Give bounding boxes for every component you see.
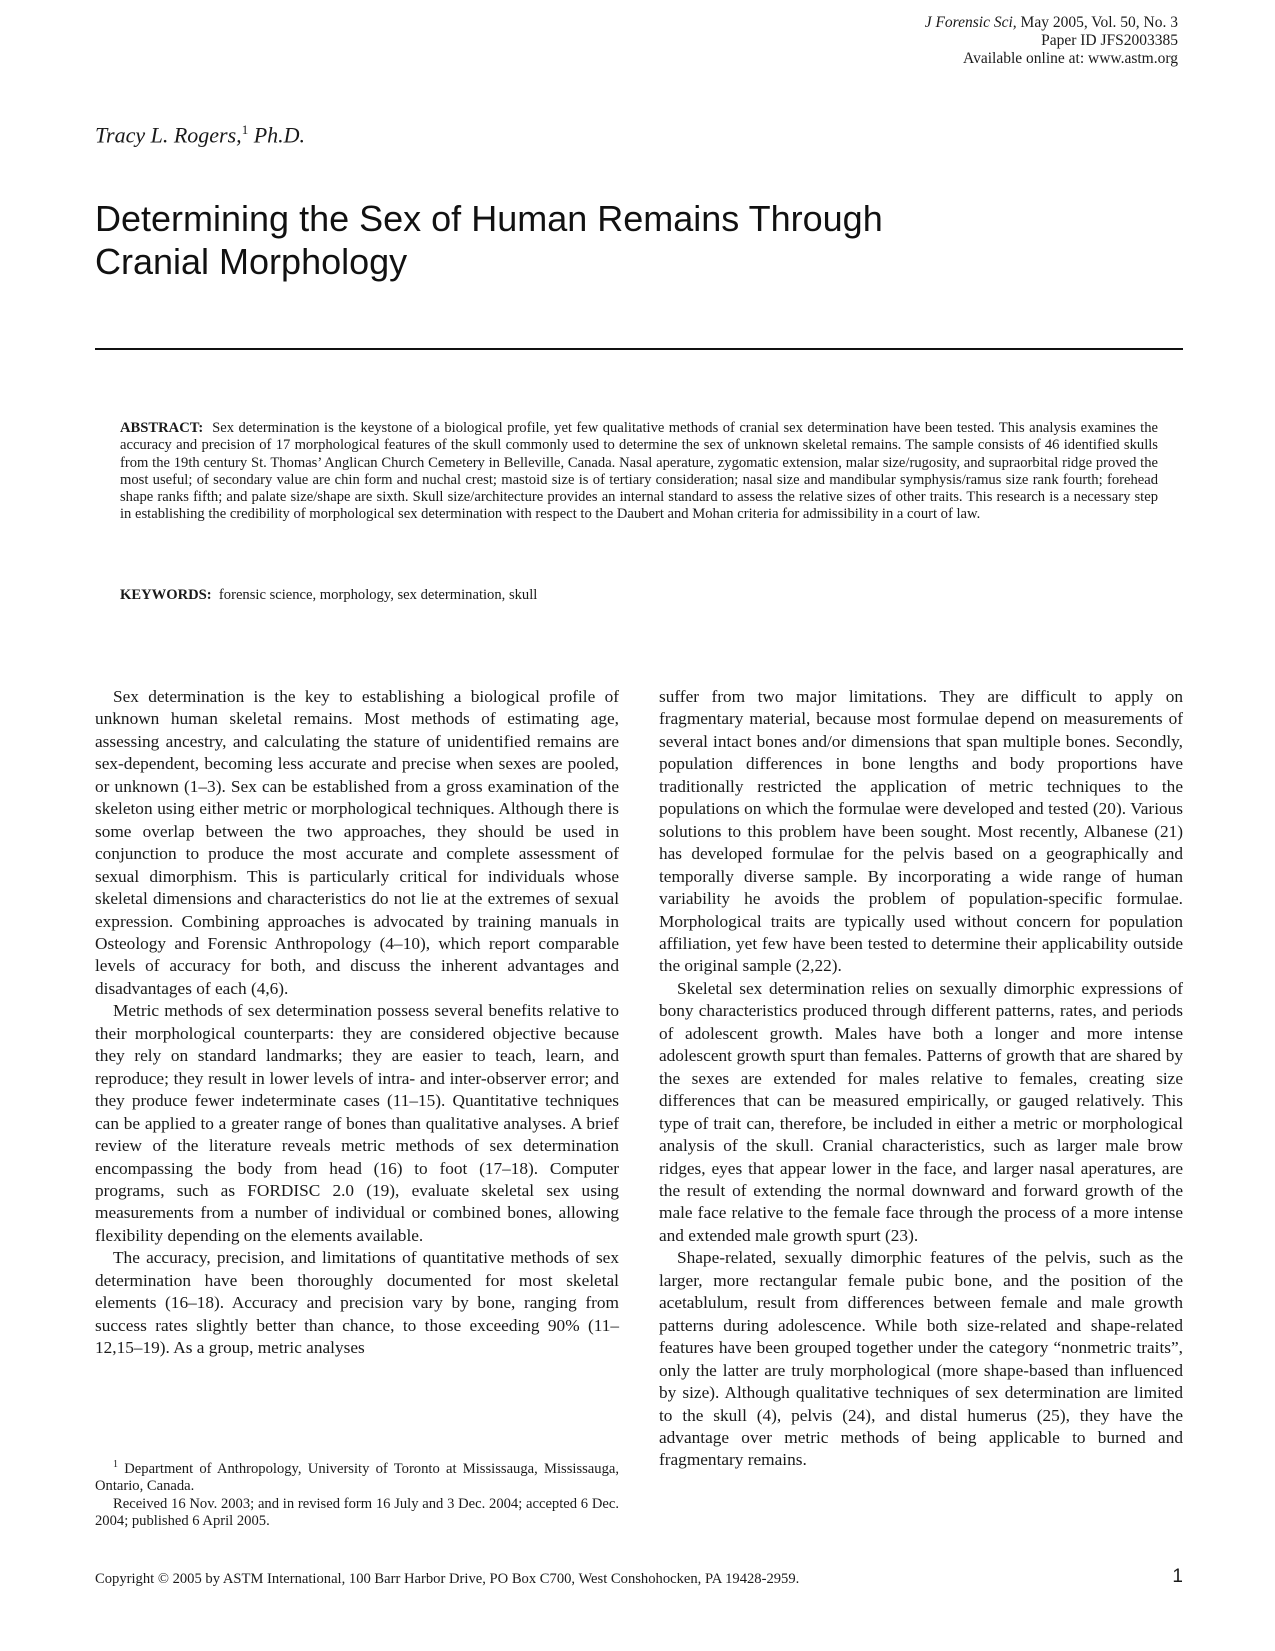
- title-divider: [95, 348, 1183, 350]
- body-column-right: [659, 686, 1183, 1472]
- journal-citation: [925, 14, 1178, 32]
- footnote-affiliation: [95, 1456, 619, 1496]
- paper-title-line-1: Determining the Sex of Human Remains Through: [95, 198, 883, 239]
- body-paragraph: Metric methods of sex determination possess several benefits relative to their morphological counterparts: they are considered objective because they rely on standard landmarks; they are easier to teach, learn, and reproduce; they result in lower levels of intra- and inter-observer error; and they produce fewer indeterminate cases (11–15). Quantitative techniques can be applied to a greater range of bones than qualitative analyses. A brief review of the literature reveals metric methods of sex determination encompassing the body from head (16) to foot (17–18). Computer programs, such as FORDISC 2.0 (19), evaluate skeletal sex using measurements from a number of individual or combined bones, allowing flexibility depending on the elements available.: [95, 1001, 619, 1245]
- footnotes: [95, 1456, 619, 1531]
- keywords-text: forensic science, morphology, sex determination, skull: [218, 587, 538, 603]
- body-paragraph: Sex determination is the key to establishing a biological profile of unknown human skeletal remains. Most methods of estimating age, assessing ancestry, and calculating the stature of unidentified remains are sex-dependent, becoming less accurate and precise when sexes are pooled, or unknown (1–3). Sex can be established from a gross examination of the skeleton using either metric or morphological techniques. Although there is some overlap between the two approaches, they should be used in conjunction to produce the most accurate and complete assessment of sexual dimorphism. This is particularly critical for individuals whose skeletal dimensions and characteristics do not lie at the extremes of sexual expression. Combining approaches is advocated by training manuals in Osteology and Forensic Anthropology (4–10), which report comparable levels of accuracy for both, and discuss the inherent advantages and disadvantages of each (4,6).: [95, 687, 619, 998]
- keywords-label: KEYWORDS:: [120, 587, 212, 603]
- paper-title-line-2: Cranial Morphology: [95, 241, 408, 282]
- affiliation-mark: 1: [241, 122, 249, 137]
- paper-title: [95, 197, 995, 283]
- footnote-mark: 1: [113, 1459, 118, 1470]
- abstract-text: Sex determination is the keystone of a biological profile, yet few qualitative methods of cranial sex determination have been tested. This analysis examines the accuracy and precision of 17 morphological features of the skull commonly used to determine the sex of unknown skeletal remains. The sample consists of 46 identified skulls from the 19th century St. Thomas’ Anglican Church Cemetery in Belleville, Canada. Nasal aperature, zygomatic extension, malar size/rugosity, and supraorbital ridge proved the most useful; of secondary value are chin form and nuchal crest; mastoid size is of tertiary consideration; nasal size and mandibular symphysis/ramus size rank fourth; forehead shape ranks fifth; and palate size/shape are sixth. Skull size/architecture provides an internal standard to assess the relative sizes of other traits. This research is a necessary step in establishing the credibility of morphological sex determination with respect to the Daubert and Mohan criteria for admissibility in a court of law.: [120, 420, 1159, 523]
- availability-note: Available online at: www.astm.org: [963, 50, 1178, 67]
- author-name: Tracy L. Rogers,: [95, 122, 242, 148]
- body-paragraph: The accuracy, precision, and limitations of quantitative methods of sex determination have been thoroughly documented for most skeletal elements (16–18). Accuracy and precision vary by bone, ranging from success rates slightly better than chance, to those exceeding 90% (11–12,15–19). As a group, metric analyses: [95, 1248, 619, 1358]
- abstract-label: ABSTRACT:: [120, 420, 204, 436]
- paper-id: Paper ID JFS2003385: [1041, 32, 1178, 49]
- body-paragraph: Shape-related, sexually dimorphic features of the pelvis, such as the larger, more rectangular female pubic bone, and the position of the acetablulum, result from differences between female and male growth patterns during adolescence. While both size-related and shape-related features have been grouped together under the category “nonmetric traits”, only the latter are truly morphological (more shape-based than influenced by size). Although qualitative techniques of sex determination are limited to the skull (4), pelvis (24), and distal humerus (25), they have the advantage over metric methods of being applicable to burned and fragmentary remains.: [659, 1248, 1183, 1470]
- copyright-line: Copyright © 2005 by ASTM International, 100 Barr Harbor Drive, PO Box C700, West Conshohocken, PA 19428-2959.: [95, 1571, 800, 1587]
- abstract: [120, 420, 1158, 524]
- journal-issue: May 2005, Vol. 50, No. 3: [1016, 14, 1178, 31]
- journal-name: J Forensic Sci,: [924, 14, 1017, 31]
- keywords: [120, 587, 537, 604]
- body-paragraph: Skeletal sex determination relies on sexually dimorphic expressions of bony characteristics produced through different patterns, rates, and periods of adolescent growth. Males have both a longer and more intense adolescent growth spurt than females. Patterns of growth that are shared by the sexes are extended for males relative to females, creating size differences that can be measured empirically, or gauged relatively. This type of trait can, therefore, be included in either a metric or morphological analysis of the skull. Cranial characteristics, such as larger male brow ridges, eyes that appear lower in the face, and larger nasal aperatures, are the result of extending the normal downward and forward growth of the male face relative to the female face through the process of a more intense and extended male growth spurt (23).: [659, 978, 1183, 1245]
- journal-header: [925, 14, 1178, 68]
- body-paragraph: suffer from two major limitations. They are difficult to apply on fragmentary material, because most formulae depend on measurements of several intact bones and/or dimensions that span multiple bones. Secondly, population differences in bone lengths and body proportions have traditionally restricted the application of metric techniques to the populations on which the formulae were developed and tested (20). Various solutions to this problem have been sought. Most recently, Albanese (21) has developed formulae for the pelvis based on a geographically and temporally diverse sample. By incorporating a wide range of human variability he avoids the problem of population-specific formulae. Morphological traits are typically used without concern for population affiliation, yet few have been tested to determine their applicability outside the original sample (2,22).: [659, 687, 1183, 976]
- body-column-left: [95, 686, 619, 1360]
- page-number: 1: [1172, 1566, 1183, 1587]
- author-line: [95, 122, 305, 148]
- footnote-received: Received 16 Nov. 2003; and in revised form 16 July and 3 Dec. 2004; accepted 6 Dec. 2004; published 6 April 2005.: [95, 1495, 619, 1530]
- footnote-affiliation-text: Department of Anthropology, University of Toronto at Mississauga, Mississauga, Ontario, Canada.: [95, 1460, 619, 1495]
- author-degree: Ph.D.: [248, 122, 306, 148]
